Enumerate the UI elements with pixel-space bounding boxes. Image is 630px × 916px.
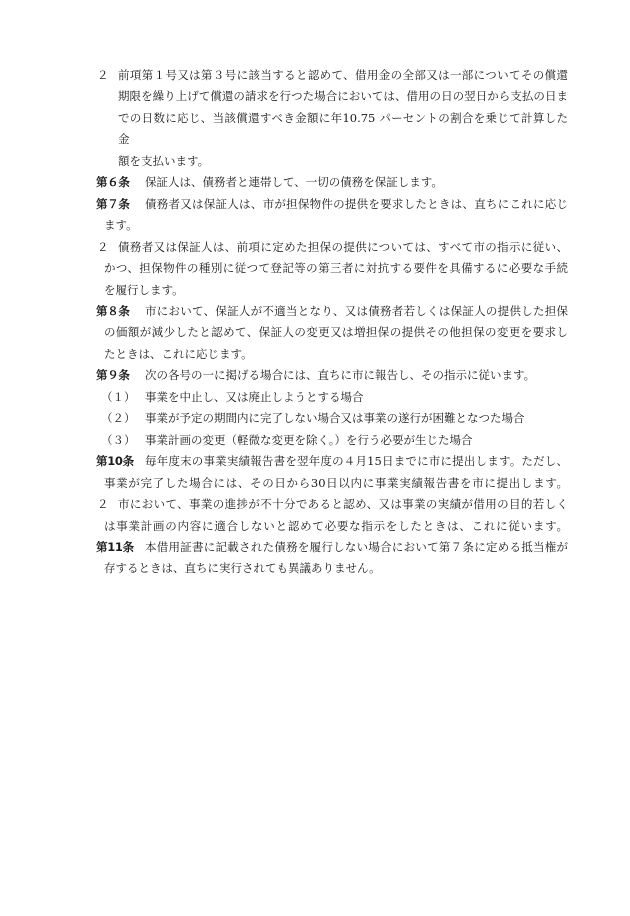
item-text: 事業計画の変更（軽微な変更を除く。）を行う必要が生じた場合 (145, 432, 473, 447)
article-10 (0, 451, 630, 494)
text-line (0, 151, 630, 172)
line-text: の価額が減少したと認めて、保証人の変更又は増担保の提供その他担保の変更を要求し (104, 325, 568, 340)
article-11 (0, 537, 630, 580)
article-7-paragraph-2 (0, 237, 630, 301)
article-8 (0, 301, 630, 365)
paragraph-number: ２ (97, 239, 109, 254)
line-text: 市において、事業の進捗が不十分であると認め、又は事業の実績が借用の目的若しく (118, 497, 568, 512)
article-number: 第９条 (96, 368, 130, 383)
item-number: （２） (101, 411, 136, 426)
text-line (0, 516, 630, 537)
line-text: 毎年度末の事業実績報告書を翌年度の４月15日までに市に提出します。ただし、 (145, 454, 568, 469)
text-line (0, 172, 630, 193)
article-10-paragraph-2 (0, 494, 630, 537)
line-text: 前項第１号又は第３号に該当すると認めて、借用金の全部又は一部についてその償還 (118, 68, 568, 82)
text-line (0, 322, 630, 343)
line-text: 次の各号の一に掲げる場合には、直ちに市に報告し、その指示に従います。 (145, 368, 536, 383)
item-text: 事業が予定の期間内に完了しない場合又は事業の遂行が困難となつた場合 (145, 411, 525, 426)
text-line (0, 537, 630, 558)
text-line (0, 365, 630, 386)
item-number: （１） (101, 389, 136, 404)
text-line (0, 108, 630, 151)
line-text: ます。 (104, 218, 138, 233)
text-line (0, 558, 630, 579)
article-7 (0, 194, 630, 237)
line-text: 額を支払います。 (118, 153, 210, 168)
text-line (0, 451, 630, 472)
paragraph-number: ２ (97, 68, 109, 82)
text-line (0, 473, 630, 494)
line-text: 債務者又は保証人は、市が担保物件の提供を要求したときは、直ちにこれに応じ (145, 196, 568, 211)
text-line (0, 215, 630, 236)
line-text: 本借用証書に記載された債務を履行しない場合において第７条に定める抵当権が (145, 539, 568, 554)
text-line (0, 194, 630, 215)
text-line (0, 65, 630, 86)
line-text: 保証人は、債務者と連帯して、一切の債務を保証します。 (145, 175, 443, 190)
text-line (0, 258, 630, 279)
article-number: 第11条 (96, 539, 134, 554)
line-text: たときは、これに応じます。 (104, 346, 253, 361)
list-item (0, 408, 630, 429)
text-line (0, 344, 630, 365)
article-number: 第７条 (96, 196, 130, 211)
item-text: 事業を中止し、又は廃止しようとする場合 (145, 389, 364, 404)
line-text: 存するときは、直ちに実行されても異議ありません。 (104, 561, 381, 576)
text-line (0, 301, 630, 322)
line-text: 債務者又は保証人は、前項に定めた担保の提供については、すべて市の指示に従い、 (118, 239, 568, 254)
text-line (0, 494, 630, 515)
paragraph-number: ２ (97, 497, 109, 512)
document-body (0, 65, 630, 580)
line-text: を履行します。 (104, 282, 184, 297)
article-6 (0, 172, 630, 193)
text-line (0, 237, 630, 258)
item-number: （３） (101, 432, 136, 447)
line-text: での日数に応じ、当該償還すべき金額に年10.75 パーセントの割合を乗じて計算した金 (118, 110, 568, 147)
article-9 (0, 365, 630, 451)
paragraph-2-of-preceding-article (0, 65, 630, 172)
line-text: 事業が完了した場合には、その日から30日以内に事業実績報告書を市に提出します。 (104, 475, 568, 490)
line-text: 期限を繰り上げて償還の請求を行つた場合においては、借用の日の翌日から支払の日ま (118, 89, 568, 104)
list-item (0, 430, 630, 451)
text-line (0, 280, 630, 301)
list-item (0, 387, 630, 408)
article-number: 第10条 (96, 454, 134, 469)
line-text: は事業計画の内容に適合しないと認めて必要な指示をしたときは、これに従います。 (104, 518, 568, 533)
line-text: 市において、保証人が不適当となり、又は債務者若しくは保証人の提供した担保 (145, 303, 568, 318)
article-number: 第８条 (96, 303, 130, 318)
text-line (0, 86, 630, 107)
line-text: かつ、担保物件の種別に従つて登記等の第三者に対抗する要件を具備するに必要な手続 (104, 261, 568, 276)
article-number: 第６条 (96, 175, 130, 190)
